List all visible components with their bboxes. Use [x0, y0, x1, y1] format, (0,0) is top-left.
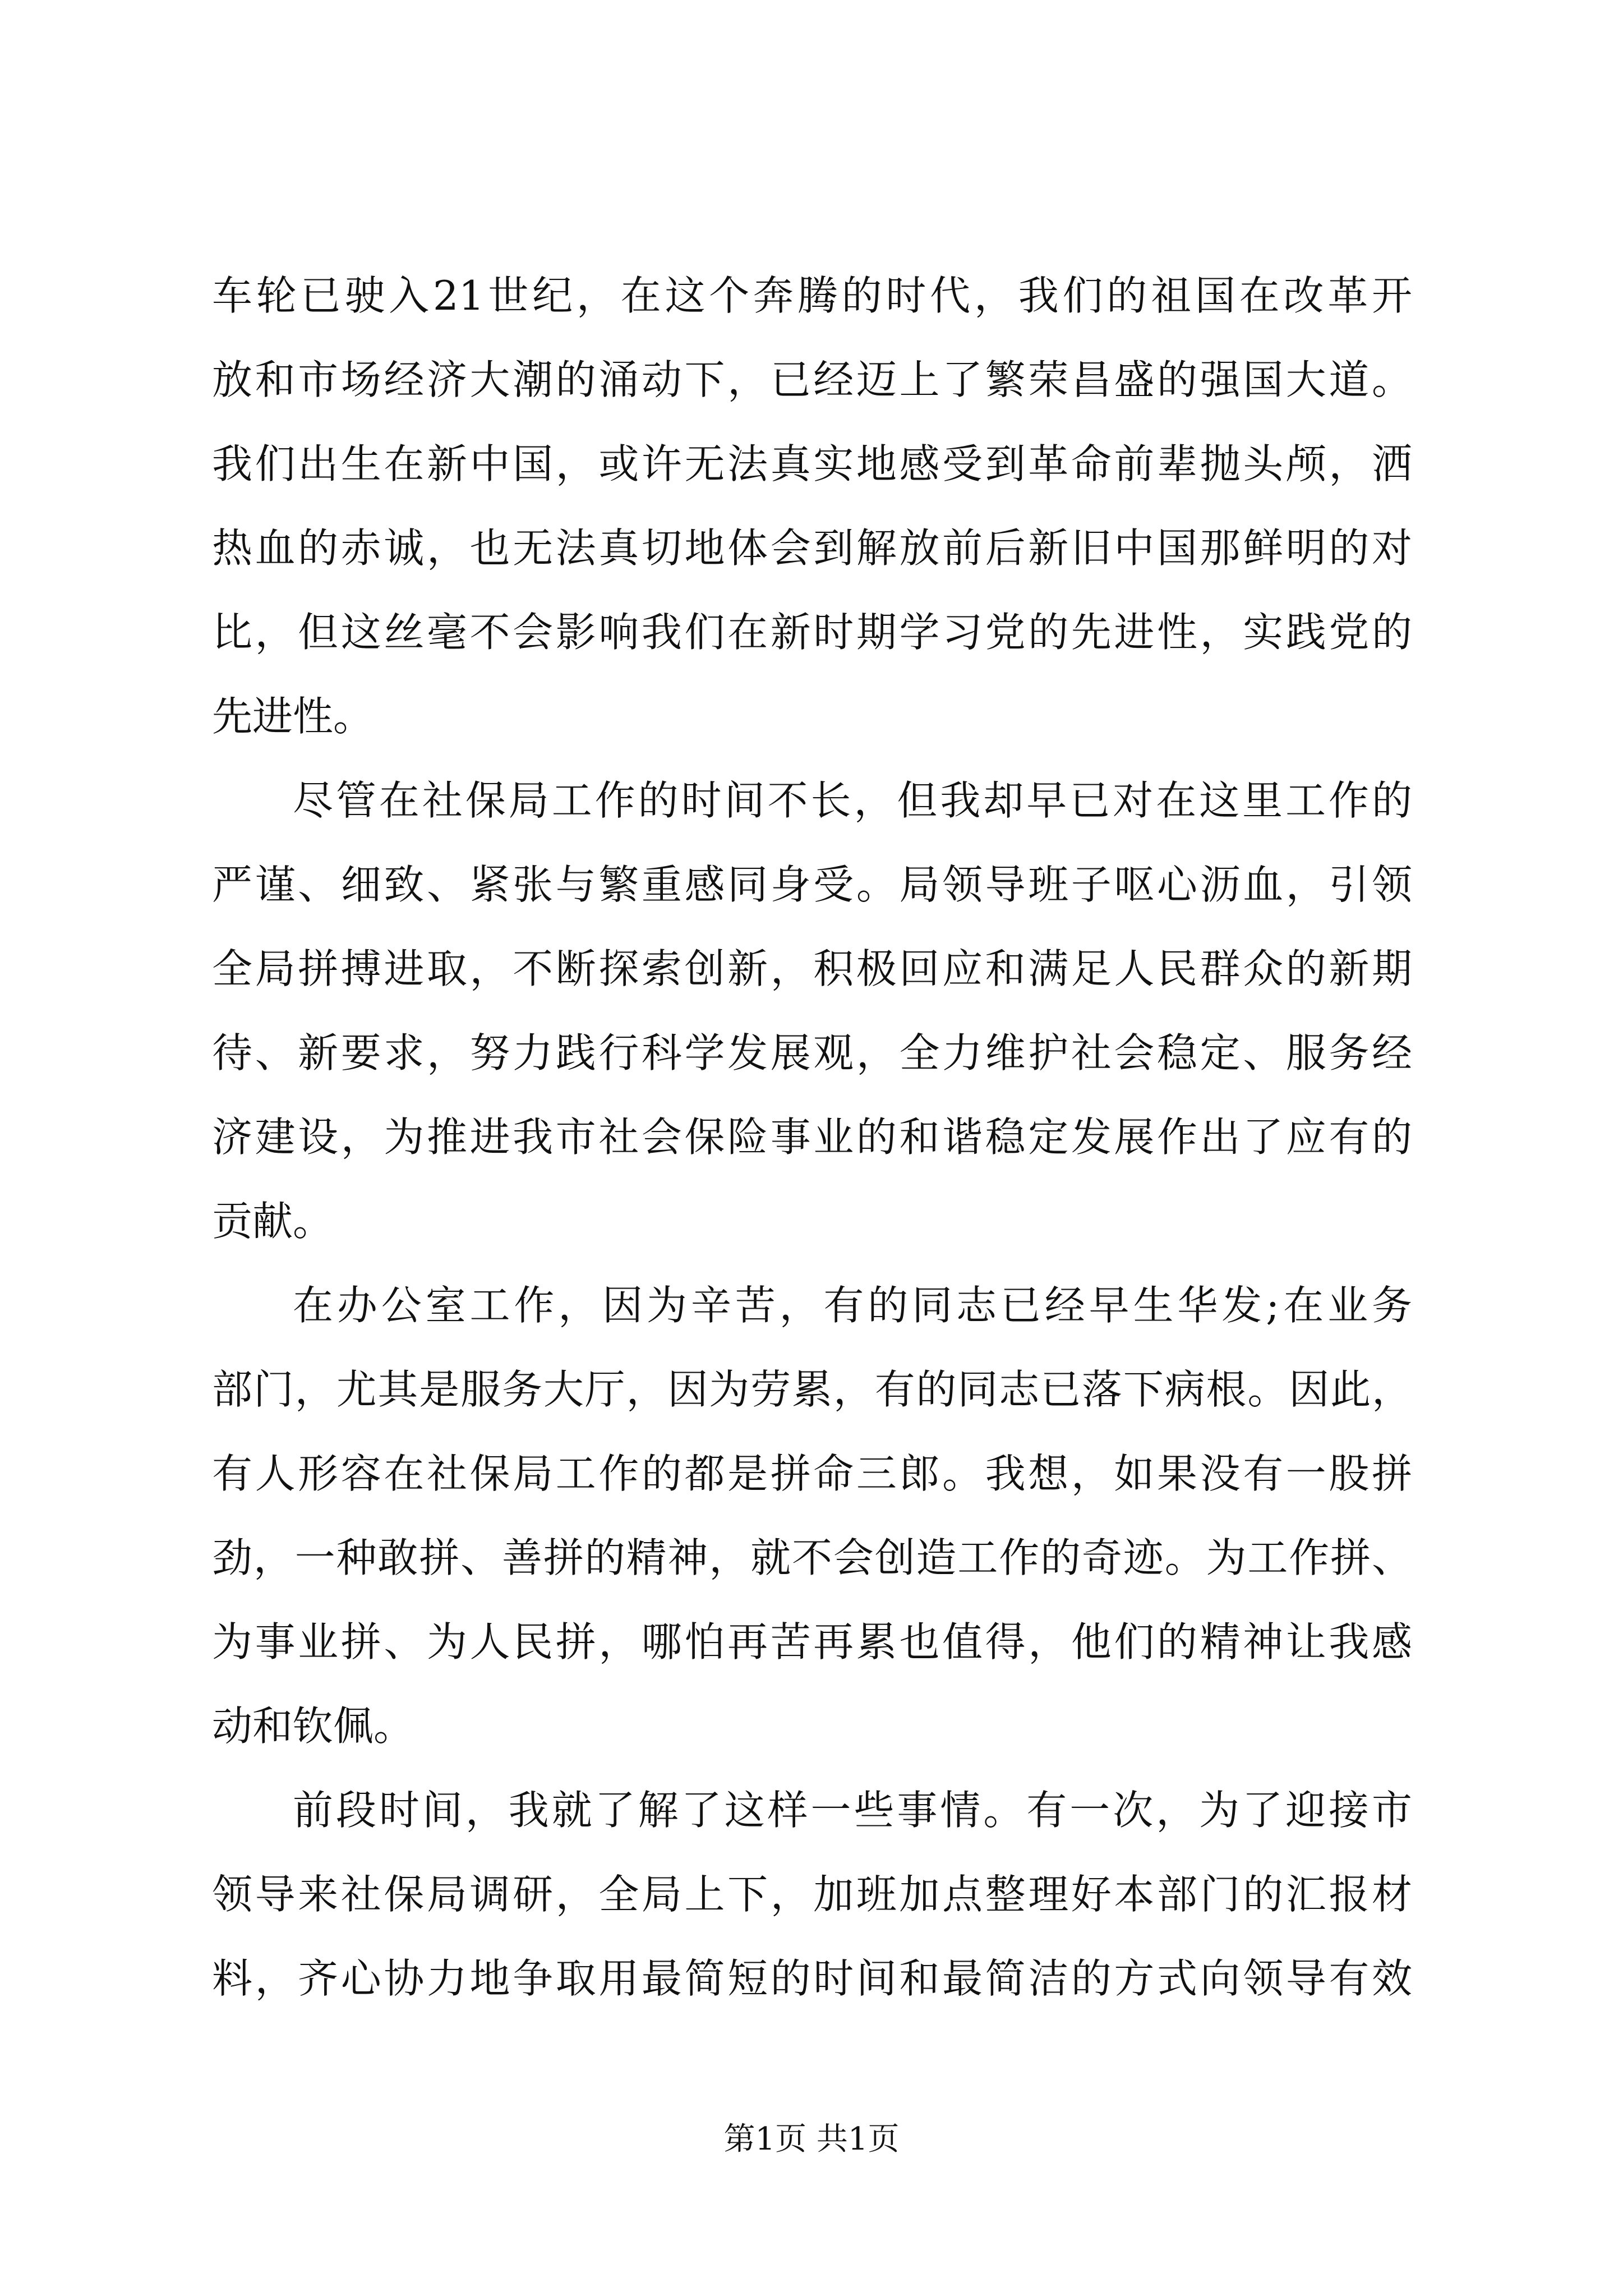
text-line: 部门，尤其是服务大厅，因为劳累，有的同志已落下病根。因此， [212, 1366, 1412, 1413]
paragraph-first-line: 尽管在社保局工作的时间不长，但我却早已对在这里工作的 [293, 777, 1412, 824]
text-line: 我们出生在新中国，或许无法真实地感受到革命前辈抛头颅，洒 [212, 440, 1412, 487]
text-line: 放和市场经济大潮的涌动下，已经迈上了繁荣昌盛的强国大道。 [212, 356, 1412, 403]
text-line: 待、新要求，努力践行科学发展观，全力维护社会稳定、服务经 [212, 1029, 1412, 1076]
text-line: 劲，一种敢拼、善拼的精神，就不会创造工作的奇迹。为工作拼、 [212, 1534, 1412, 1581]
paragraph-first-line: 前段时间，我就了解了这样一些事情。有一次，为了迎接市 [293, 1787, 1412, 1834]
text-line: 车轮已驶入21世纪，在这个奔腾的时代，我们的祖国在改革开 [212, 272, 1412, 319]
text-line: 有人形容在社保局工作的都是拼命三郎。我想，如果没有一股拼 [212, 1450, 1412, 1497]
text-line: 热血的赤诚，也无法真切地体会到解放前后新旧中国那鲜明的对 [212, 524, 1412, 572]
text-line: 全局拼搏进取，不断探索创新，积极回应和满足人民群众的新期 [212, 945, 1412, 992]
text-line: 先进性。 [212, 693, 374, 740]
text-line: 贡献。 [212, 1198, 334, 1245]
text-line: 领导来社保局调研，全局上下，加班加点整理好本部门的汇报材 [212, 1871, 1412, 1918]
text-line: 严谨、细致、紧张与繁重感同身受。局领导班子呕心沥血，引领 [212, 861, 1412, 908]
document-body [212, 254, 1412, 2021]
text-line: 济建设，为推进我市社会保险事业的和谐稳定发展作出了应有的 [212, 1114, 1412, 1161]
text-line: 比，但这丝毫不会影响我们在新时期学习党的先进性，实践党的 [212, 609, 1412, 656]
page-number-footer: 第1页 共1页 [723, 2121, 900, 2157]
text-line: 为事业拼、为人民拼，哪怕再苦再累也值得，他们的精神让我感 [212, 1618, 1412, 1665]
text-line: 动和钦佩。 [212, 1703, 414, 1750]
text-line: 料，齐心协力地争取用最简短的时间和最简洁的方式向领导有效 [212, 1955, 1412, 2002]
paragraph-first-line: 在办公室工作，因为辛苦，有的同志已经早生华发;在业务 [293, 1282, 1412, 1329]
